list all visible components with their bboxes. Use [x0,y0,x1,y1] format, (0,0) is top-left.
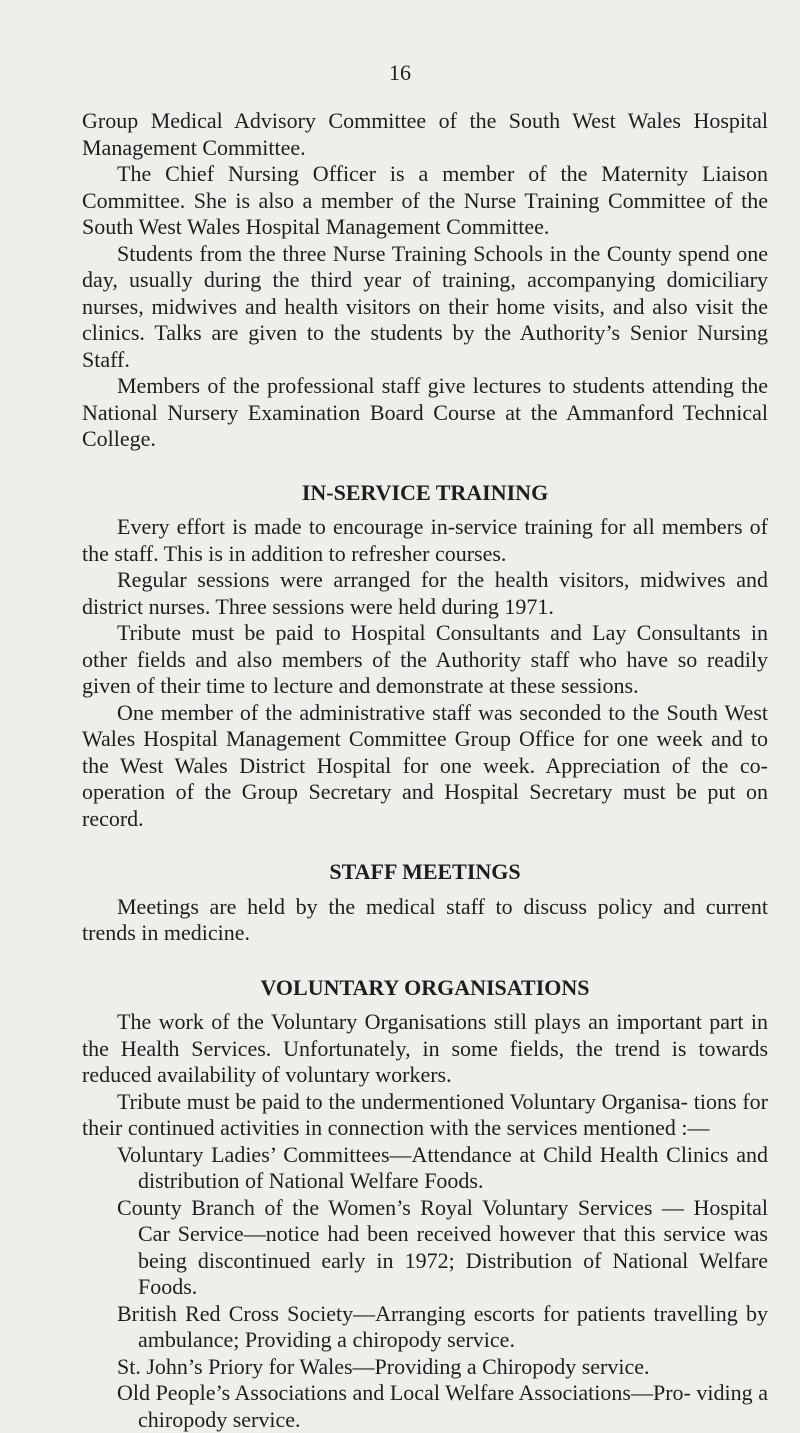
list-item: County Branch of the Women’s Royal Voluntary Services — Hospital Car Service—notice had been received however that this service was being discontinued early in 1972; Distribution of National Welfare Foods. [117,1195,768,1301]
list-item: Old People’s Associations and Local Welfare Associations—Pro- viding a chiropody service. [117,1380,768,1433]
section-heading-voluntary: VOLUNTARY ORGANISATIONS [82,975,768,1002]
inservice-paragraph-3: Tribute must be paid to Hospital Consultants and Lay Consultants in other fields and also members of the Authority staff who have so readily given of their time to lecture and demonstrate at these sessions. [82,620,768,700]
intro-paragraph-4: Members of the professional staff give lectures to students attending the National Nursery Examination Board Course at the Ammanford Technical College. [82,373,768,453]
voluntary-paragraph-2: Tribute must be paid to the undermentioned Voluntary Organisa- tions for their continued activities in connection with the services mentioned :— [82,1089,768,1142]
section-heading-staff-meetings: STAFF MEETINGS [82,859,768,886]
page-number: 16 [0,60,800,86]
voluntary-organisations-list [82,1142,768,1433]
intro-paragraph-2: The Chief Nursing Officer is a member of the Maternity Liaison Committee. She is also a member of the Nurse Training Committee of the South West Wales Hospital Management Committee. [82,161,768,241]
inservice-paragraph-4: One member of the administrative staff was seconded to the South West Wales Hospital Management Committee Group Office for one week and to the West Wales District Hospital for one week. Appreciation of the co-operation of the Group Secretary and Hospital Secretary must be put on record. [82,700,768,833]
list-item: British Red Cross Society—Arranging escorts for patients travelling by ambulance; Providing a chiropody service. [117,1301,768,1354]
staff-meetings-paragraph: Meetings are held by the medical staff to discuss policy and current trends in medicine. [82,894,768,947]
list-item: St. John’s Priory for Wales—Providing a Chiropody service. [117,1354,768,1381]
voluntary-paragraph-1: The work of the Voluntary Organisations still plays an important part in the Health Services. Unfortunately, in some fields, the trend is towards reduced availability of voluntary workers. [82,1009,768,1089]
list-item: Voluntary Ladies’ Committees—Attendance at Child Health Clinics and distribution of National Welfare Foods. [117,1142,768,1195]
intro-paragraph-1: Group Medical Advisory Committee of the South West Wales Hospital Management Committee. [82,108,768,161]
page-body [82,108,768,1433]
inservice-paragraph-1: Every effort is made to encourage in-service training for all members of the staff. This is in addition to refresher courses. [82,514,768,567]
intro-paragraph-3: Students from the three Nurse Training Schools in the County spend one day, usually during the third year of training, accompanying domiciliary nurses, midwives and health visitors on their home visits, and also visit the clinics. Talks are given to the students by the Authority’s Senior Nursing Staff. [82,241,768,374]
inservice-paragraph-2: Regular sessions were arranged for the health visitors, midwives and district nurses. Three sessions were held during 1971. [82,567,768,620]
section-heading-inservice: IN-SERVICE TRAINING [82,480,768,507]
